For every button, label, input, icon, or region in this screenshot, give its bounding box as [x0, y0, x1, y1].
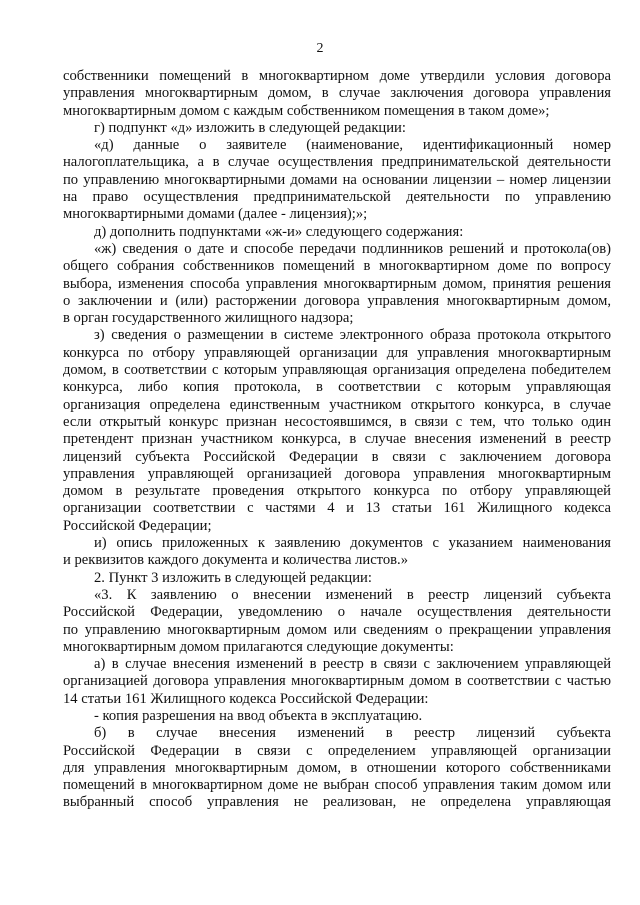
text-line: многоквартирными домами (далее - лицензия);»; — [63, 206, 368, 223]
text-line: по управлению многоквартирным домом или сведениям о прекращении управления — [63, 621, 611, 638]
text-line: выбора, изменения способа управления многоквартирным домом, принятия решения — [63, 275, 611, 292]
text-line: домом, в соответствии с которым управляющая организация определена победителем — [63, 362, 611, 379]
paragraph — [63, 120, 611, 137]
text-line: организацией договора управления многоквартирным домом в соответствии с частью — [63, 673, 611, 690]
text-line: организация определена единственным участником открытого конкурса, в случае — [63, 396, 611, 413]
text-line: и реквизитов каждого документа и количества листов.» — [63, 552, 409, 569]
paragraph — [63, 570, 611, 587]
text-line: домом в результате проведения открытого конкурса по отбору управляющей — [63, 483, 611, 500]
text-line: управления многоквартирным домом, в случае заключения договора управления — [63, 85, 611, 102]
text-line: Российской Федерации; — [63, 517, 212, 534]
text-line: лицензий субъекта Российской Федерации в связи с заключением договора — [63, 448, 611, 465]
text-line: з) сведения о размещении в системе электронного образа протокола открытого — [94, 327, 611, 344]
text-line: Российской Федерации, уведомлению о начале осуществления деятельности — [63, 604, 611, 621]
paragraph — [63, 224, 611, 241]
text-line: претендент признан участником конкурса, в случае внесения изменений в реестр — [63, 431, 611, 448]
paragraph — [63, 535, 611, 570]
text-line: если открытый конкурс признан несостоявшимся, в связи с тем, что только один — [63, 413, 611, 430]
text-line: для управления многоквартирным домом, в отношении которого собственниками — [63, 759, 611, 776]
text-line: общего собрания собственников помещений в многоквартирном доме по вопросу — [63, 258, 611, 275]
text-line: г) подпункт «д» изложить в следующей редакции: — [94, 119, 406, 136]
paragraph — [63, 656, 611, 708]
text-line: б) в случае внесения изменений в реестр лицензий субъекта — [94, 725, 611, 742]
paragraph — [63, 137, 611, 223]
paragraph — [63, 725, 611, 811]
text-line: о заключении и (или) расторжении договора управления многоквартирным домом, — [63, 292, 611, 309]
text-line: 14 статьи 161 Жилищного кодекса Российской Федерации: — [63, 690, 429, 707]
text-line: «ж) сведения о дате и способе передачи подлинников решений и протокола(ов) — [94, 240, 611, 257]
document-body — [63, 68, 611, 812]
text-line: конкурса, либо копия протокола, в соответствии с которым управляющая — [63, 379, 611, 396]
paragraph — [63, 587, 611, 656]
text-line: и) опись приложенных к заявлению документов с указанием наименования — [94, 535, 611, 552]
text-line: в орган государственного жилищного надзора; — [63, 310, 354, 327]
text-line: а) в случае внесения изменений в реестр в связи с заключением управляющей — [94, 656, 611, 673]
text-line: 2. Пункт 3 изложить в следующей редакции: — [94, 569, 372, 586]
text-line: управления управляющей организацией договора управления многоквартирным — [63, 465, 611, 482]
paragraph — [63, 241, 611, 327]
text-line: налогоплательщика, а в случае осуществления предпринимательской деятельности — [63, 154, 611, 171]
paragraph — [63, 327, 611, 535]
text-line: «д) данные о заявителе (наименование, идентификационный номер — [94, 137, 611, 154]
paragraph — [63, 68, 611, 120]
text-line: помещений в многоквартирном доме не выбран способ управления таким домом или — [63, 777, 611, 794]
text-line: конкурса по отбору управляющей организации для управления многоквартирным — [63, 344, 611, 361]
paragraph — [63, 708, 611, 725]
text-line: на право осуществления предпринимательской деятельности по управлению — [63, 189, 611, 206]
page-number: 2 — [316, 41, 324, 56]
text-line: выбранный способ управления не реализован, не определена управляющая — [63, 794, 611, 811]
text-line: Российской Федерации в связи с определением управляющей организации — [63, 742, 611, 759]
text-line: по управлению многоквартирными домами на основании лицензии – номер лицензии — [63, 171, 611, 188]
text-line: «3. К заявлению о внесении изменений в реестр лицензий субъекта — [94, 586, 611, 603]
text-line: собственники помещений в многоквартирном доме утвердили условия договора — [63, 68, 611, 84]
text-line: организации соответствии с частями 4 и 13 статьи 161 Жилищного кодекса — [63, 500, 611, 517]
text-line: многоквартирным домом с каждым собственником помещения в таком доме»; — [63, 102, 550, 119]
text-line: многоквартирным домом прилагаются следующие документы: — [63, 638, 454, 655]
text-line: д) дополнить подпунктами «ж-и» следующего содержания: — [94, 223, 464, 240]
text-line: - копия разрешения на ввод объекта в эксплуатацию. — [94, 707, 423, 724]
